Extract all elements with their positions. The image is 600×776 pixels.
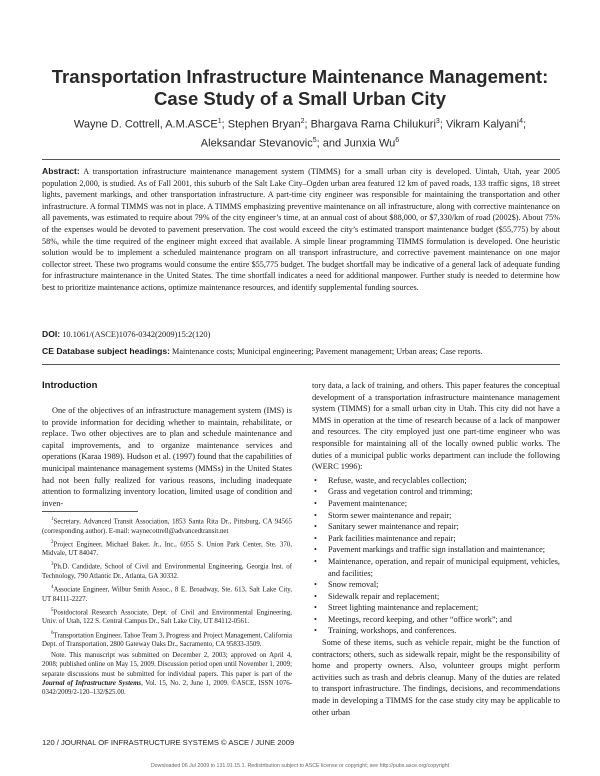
title-line-2: Case Study of a Small Urban City [154,88,446,109]
footnote-text: Transportation Engineer, Tahoe Team 3, Progress and Project Management, California Dept. of Transportation, 2800 Gateway Oaks Dr., Sacramento, CA 95833-3509. [42,631,292,649]
intro-paragraph: One of the objectives of an infrastructure management system (IMS) is to provide information for deciding whether to maintain, rehabilitate, or replace. Two other objectives are to plan and schedule maintenance and capital improvements, and to organize maintenance services and operations (Karaa 1989). Hudson et al. (1997) found that the capabilities of municipal maintenance management systems (MMSs) in the United States had not been fully realized for various reasons, including inadequate attention to formalizing inventory location, limited usage of condition and inven- [42,406,292,508]
intro-paragraph: tory data, a lack of training, and others. This paper features the conceptual development of a transportation infrastructure maintenance management system (TIMMS) for a small urban city in Utah. This city did not have a MMS in operation at the time of research because of a lack of manpower and resources. The city employed just one part-time engineer who was responsible for maintaining all of the locally owned public works. The duties of a municipal public works department can include the following (WERC 1996): [312,381,560,472]
running-footer: 120 / JOURNAL OF INFRASTRUCTURE SYSTEMS © ASCE / JUNE 2009 [42,738,295,747]
author-line-1 [40,114,560,133]
doi-line [42,329,560,339]
footnote [42,583,292,604]
footnote-text: Ph.D. Candidate, School of Civil and Environmental Engineering, Georgia Inst. of Technology, 790 Atlantic Dr., Atlanta, GA 30332. [42,563,292,580]
author-separator: ; [523,118,527,131]
affiliation-mark: 5 [312,136,317,144]
submission-note [42,651,292,697]
footnote-text: Project Engineer, Michael Baker, Jr., Inc., 6955 S. Union Park Center, Ste. 370, Midvale, UT 84047. [42,541,292,558]
footnote-mark: 5 [51,607,54,613]
abstract-bottom-rule [42,364,560,365]
author-name: ; and Junxia Wu [316,137,396,150]
footnote [42,606,292,627]
section-heading: Introduction [42,380,98,391]
footnote [42,538,292,559]
list-item: • Maintenance, operation, and repair of municipal equipment, vehicles, and facilities; [312,556,560,579]
list-item: • Snow removal; [312,579,560,591]
affiliation-mark: 4 [519,118,524,125]
list-item: • Grass and vegetation control and trimming; [312,486,560,498]
intro-paragraph: Some of these items, such as vehicle repair, might be the function of contractors; others, such as sidewalk repair, might be the responsibility of home and property owners. Also, volunteer groups might perform activities such as trash and debris cleanup. Many of the duties are related to transport infrastructure. The findings, decisions, and recommendations made in developing a TIMMS for the case study city may be applicable to other urban [312,638,560,717]
list-item: • Training, workshops, and conferences. [312,625,560,637]
doi-label: DOI: [42,329,61,339]
list-item: • Meetings, record keeping, and other “office work”; and [312,614,560,626]
list-item: • Sanitary sewer maintenance and repair; [312,521,560,533]
paper-title [40,66,560,110]
doi-value[interactable]: 10.1061/(ASCE)1076-0342(2009)15:2(120) [62,330,211,339]
author-name: ; Bhargava Rama Chilukuri [304,118,436,131]
title-line-1: Transportation Infrastructure Maintenance Management: [51,66,549,87]
footnote-mark: 4 [51,585,54,591]
footnote-rule [42,511,138,512]
list-item: • Park facilities maintenance and repair; [312,533,560,545]
abstract-top-rule [42,159,560,160]
note-text: , Vol. 15, No. 2, June 1, 2009. ©ASCE, ISSN 1076-0342/2009/2-120–132/$25.00. [42,679,292,697]
ce-database-line [42,346,560,356]
footnotes [42,515,292,699]
footnote-text: Postdoctoral Research Associate, Dept. of Civil and Environmental Engineering, Univ. of Utah, 122 S. Central Campus Dr., Salt Lake City, UT 84112-0561. [42,609,292,626]
author-name: ; Vikram Kalyani [439,118,520,131]
affiliation-mark: 2 [300,118,305,125]
duties-list [312,475,560,637]
author-name: Wayne D. Cottrell, A.M.ASCE [73,118,218,131]
note-text: Note. This manuscript was submitted on December 2, 2003; approved on April 4, 2008; published online on May 15, 2009. Discussion period open until November 1, 2009; separate discussions must be submitted for individual papers. This paper is part of the [42,652,292,678]
list-item: • Storm sewer maintenance and repair; [312,510,560,522]
footnote-mark: 1 [51,517,54,522]
footnote-mark: 2 [51,539,54,545]
author-name: ; Stephen Bryan [221,118,301,131]
affiliation-mark: 1 [217,118,222,125]
journal-name: Journal of Infrastructure Systems [42,679,142,687]
left-column [42,405,292,509]
list-item: • Pavement markings and traffic sign installation and maintenance; [312,544,560,556]
footnote-text: Secretary, Advanced Transit Association, 1853 Santa Rita Dr., Pittsburg, CA 94565 (corresponding author). E-mail: waynecottrell@advancedtransit.net [42,518,292,535]
ce-database-label: CE Database subject headings: [42,346,170,356]
footnote [42,515,292,536]
footnote-text: Associate Engineer, Wilbur Smith Assoc., 8 E. Broadway, Ste. 613, Salt Lake City, UT 84111-2227. [42,586,292,603]
list-item: • Pavement maintenance; [312,498,560,510]
footnote [42,629,292,650]
abstract-label: Abstract: [42,166,80,176]
footnote-mark: 3 [51,562,54,568]
list-item: • Sidewalk repair and replacement; [312,591,560,603]
list-item: • Refuse, waste, and recyclables collection; [312,475,560,487]
abstract-text: A transportation infrastructure maintenance management system (TIMMS) for a small urban city is developed. Uintah, Utah, year 2005 population 2,000, is studied. As of Fall 2001, this suburb of the Salt Lake City–Ogden urban area featured 12 km of paved roads, 133 traffic signs, 18 street lights, pavement markings, and other transportation infrastructure. A part-time city engineer was responsible for maintaining the transportation and other infrastructure. A formal TIMMS was not in place. A TIMMS emphasizing preventive maintenance on all infrastructure, along with corrective maintenance on all pavements, was estimated to require about 79% of the city engineer’s time, at an annual cost of about $88,000, or $7,330/km of road (2002$). About 75% of the expenses would be devoted to pavement preservation. The cost would exceed the city’s estimated transport maintenance budget ($55,775) by about 58%, while the time required of the engineer might exceed that available. A simple linear programming TIMMS formulation is developed. One heuristic solution would be to implement a scheduled maintenance program on all transport infrastructure, and corrective pavement maintenance on one major collector street. These two programs would consume the entire $55,775 budget. The budget shortfall may be indicative of a general lack of adequate funding for infrastructure maintenance in the United States. The time shortfall indicates a need for additional manpower. Further study is needed to determine how best to prioritize maintenance actions, optimize maintenance resources, and identify supplemental funding sources. [42,167,560,292]
affiliation-mark: 3 [435,118,440,125]
affiliation-mark: 6 [395,136,400,144]
footnote-mark: 6 [51,630,54,636]
author-line-2 [40,133,560,152]
right-column [312,380,560,718]
author-name: Aleksandar Stevanovic [200,137,313,150]
ce-database-value: Maintenance costs; Municipal engineering; Pavement management; Urban areas; Case reports. [172,347,483,356]
list-item: • Street lighting maintenance and replacement; [312,602,560,614]
footnote [42,560,292,581]
abstract [42,166,560,294]
download-notice: Downloaded 06 Jul 2009 to 131.91.15.1. Redistribution subject to ASCE license or copyright; see http://pubs.asce.org/copyright [150,763,450,769]
author-list [40,114,560,151]
